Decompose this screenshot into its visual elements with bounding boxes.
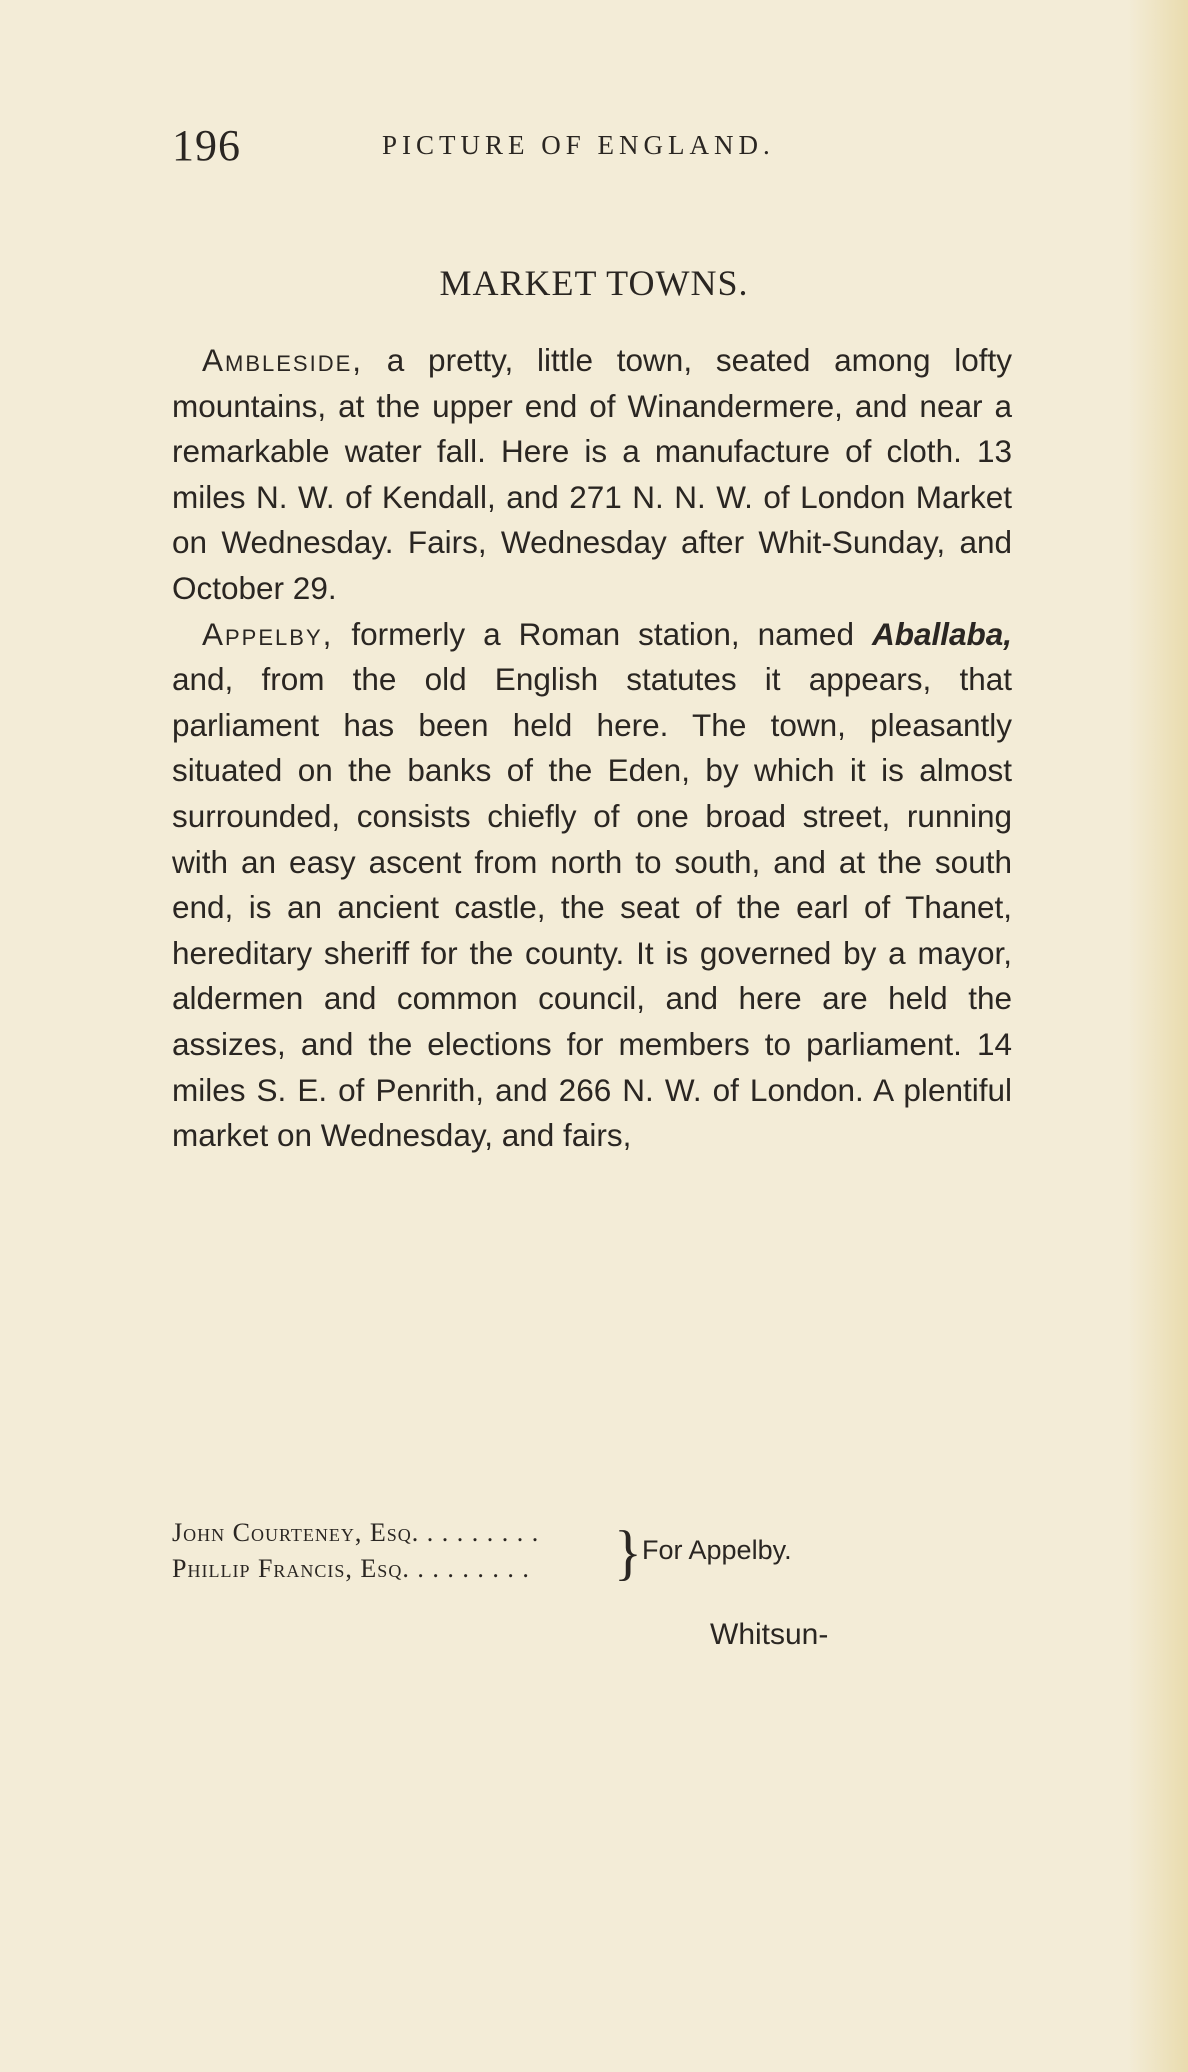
page-number: 196 bbox=[172, 121, 241, 170]
footnote-members bbox=[172, 1518, 1012, 1638]
entry-text: a pretty, little town, seated among lofty mountains, at the upper end of Winandermere, and near a remarkable water fall. Here is a manufacture of cloth. 13 miles N. W. of Kendall, and 271 N. N. W. of London Market on Wednesday. Fairs, Wednesday after Whit-Sunday, and October 29. bbox=[172, 342, 1012, 606]
entry-name: Ambleside, bbox=[202, 342, 364, 378]
section-title: MARKET TOWNS. bbox=[439, 263, 749, 303]
member-name: Phillip Francis, Esq. bbox=[172, 1554, 410, 1583]
footnote-member-row bbox=[172, 1554, 530, 1584]
entry-text: and, from the old English statutes it appears, that parliament has been held here. The town, pleasantly situated on the banks of the Eden, by which it is almost surrounded, consists chiefly of one broad street, running with an easy ascent from north to south, and at the south end, is an ancient castle, the seat of the earl of Thanet, hereditary sheriff for the county. It is governed by a mayor, aldermen and common council, and here are held the assizes, and the elections for members to parliament. 14 miles S. E. of Penrith, and 266 N. W. of London. A plentiful market on Wednesday, and fairs, bbox=[172, 661, 1012, 1154]
entry-italic-name: Aballaba, bbox=[871, 615, 1012, 652]
brace-glyph: } bbox=[614, 1518, 642, 1587]
running-title: PICTURE OF ENGLAND. bbox=[382, 130, 775, 160]
leader-dots: . . . . . . . . bbox=[409, 1554, 530, 1583]
footnote-member-row bbox=[172, 1518, 539, 1548]
member-name: John Courteney, Esq. bbox=[172, 1518, 420, 1547]
footnote-label: For Appelby. bbox=[642, 1535, 792, 1565]
body-text bbox=[172, 338, 1012, 1159]
entry-appelby bbox=[172, 612, 1012, 1159]
page-header bbox=[172, 120, 1052, 180]
entry-ambleside bbox=[172, 338, 1012, 612]
entry-text: formerly a Roman station, named bbox=[333, 615, 872, 652]
catchword: Whitsun- bbox=[710, 1618, 829, 1651]
page-edge-shading bbox=[1128, 0, 1188, 2072]
entry-name: Appelby, bbox=[202, 615, 334, 652]
leader-dots: . . . . . . . . bbox=[419, 1518, 540, 1547]
